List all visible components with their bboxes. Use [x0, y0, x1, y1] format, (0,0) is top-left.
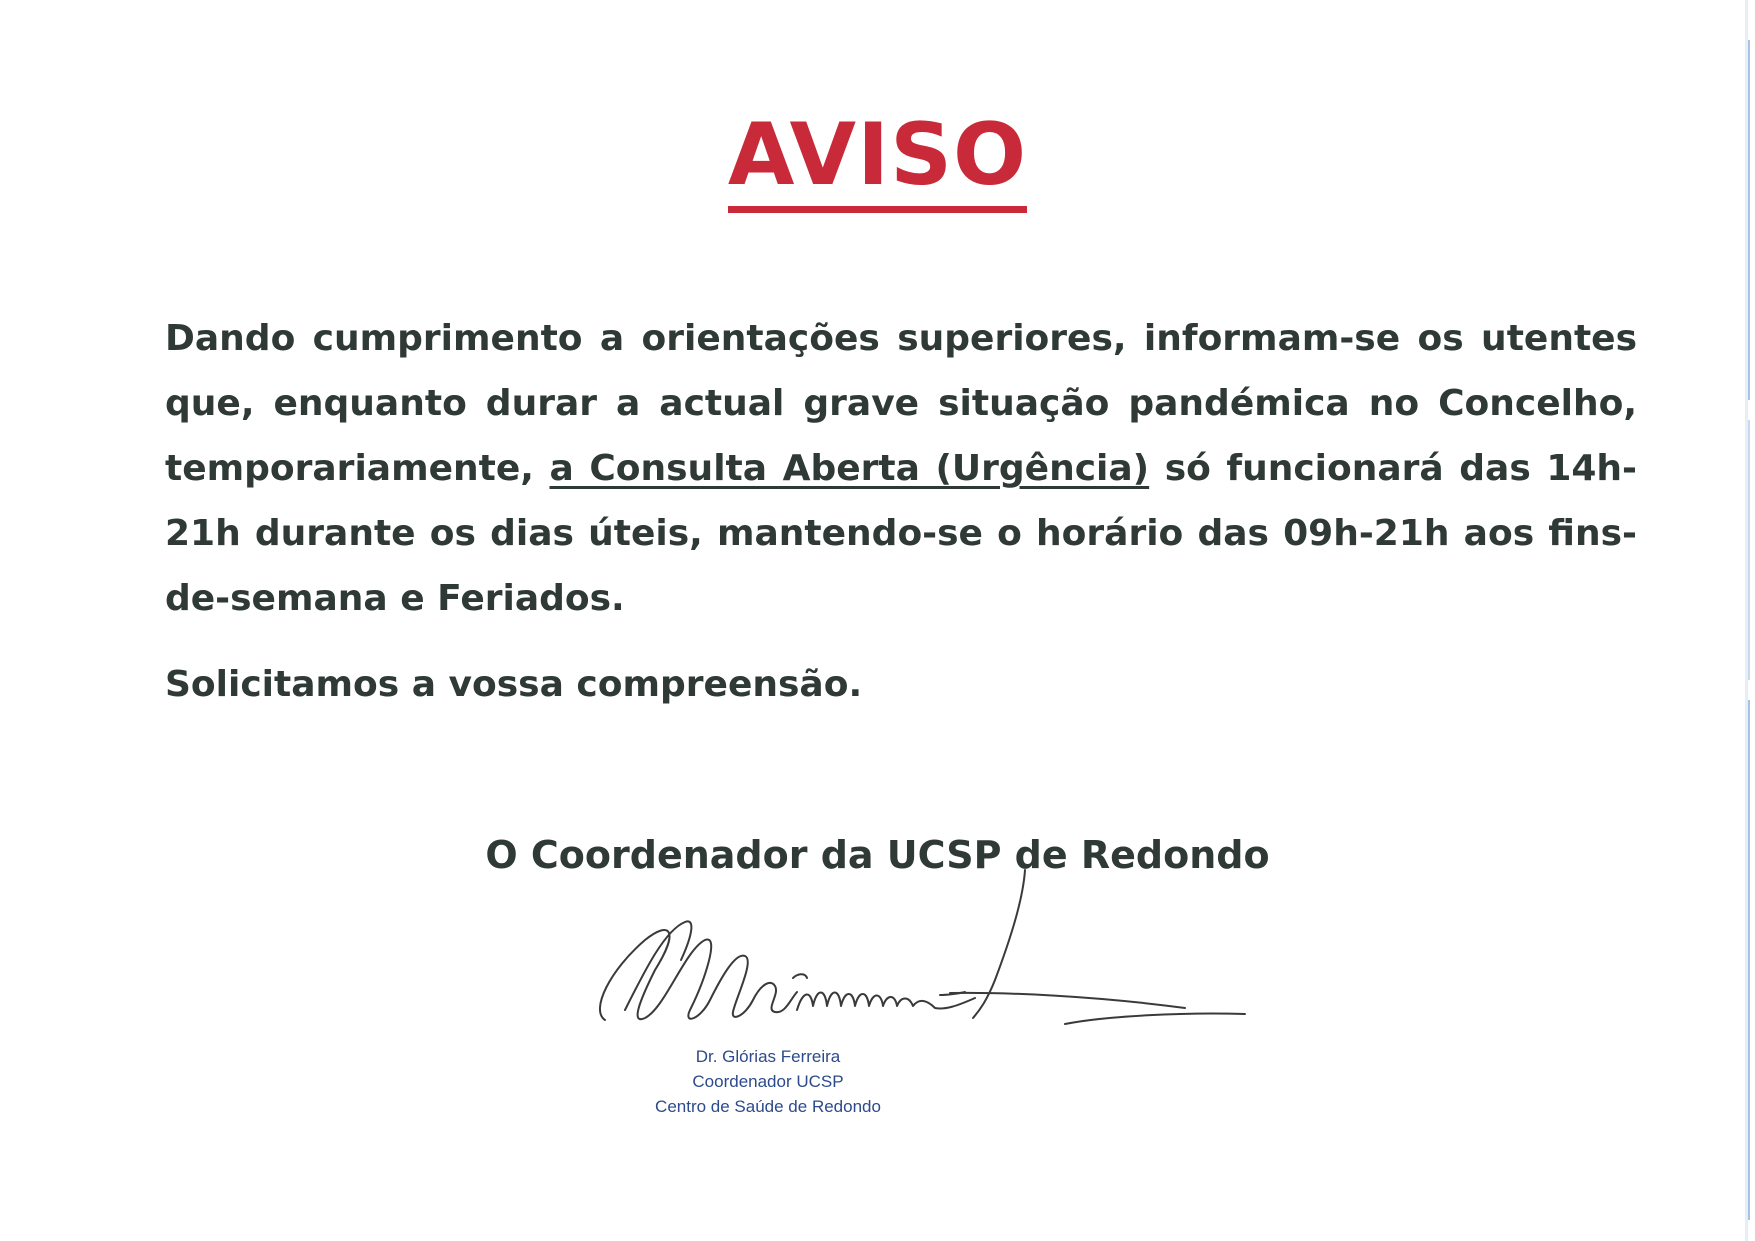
- request-understanding-paragraph: Solicitamos a vossa compreensão.: [165, 664, 863, 705]
- paragraph-text-start: Dando cumprimento a orientações superiores, informam-se os utentes que, enquanto durar a actual grave situação pandémica no Concelho, temporariamente,: [165, 318, 1637, 489]
- consulta-aberta-underlined-text: a Consulta Aberta (Urgência): [549, 448, 1150, 489]
- stamp-institution: Centro de Saúde de Redondo: [655, 1097, 881, 1116]
- notice-paragraph: [165, 306, 1637, 631]
- notice-title-container: [0, 105, 1755, 213]
- signatory-stamp: [628, 1044, 908, 1119]
- stamp-name: Dr. Glórias Ferreira: [695, 1047, 841, 1066]
- notice-body: [165, 306, 1637, 717]
- notice-title: AVISO: [728, 112, 1027, 213]
- paragraph-text-end: só funcionará das 14h-21h durante os dias úteis, mantendo-se o horário das 09h-21h aos fins-de-semana e Feriados.: [165, 448, 1637, 619]
- handwritten-signature: [585, 860, 1345, 1060]
- coordinator-signoff: O Coordenador da UCSP de Redondo: [485, 833, 1270, 877]
- stamp-role: Coordenador UCSP: [692, 1072, 844, 1091]
